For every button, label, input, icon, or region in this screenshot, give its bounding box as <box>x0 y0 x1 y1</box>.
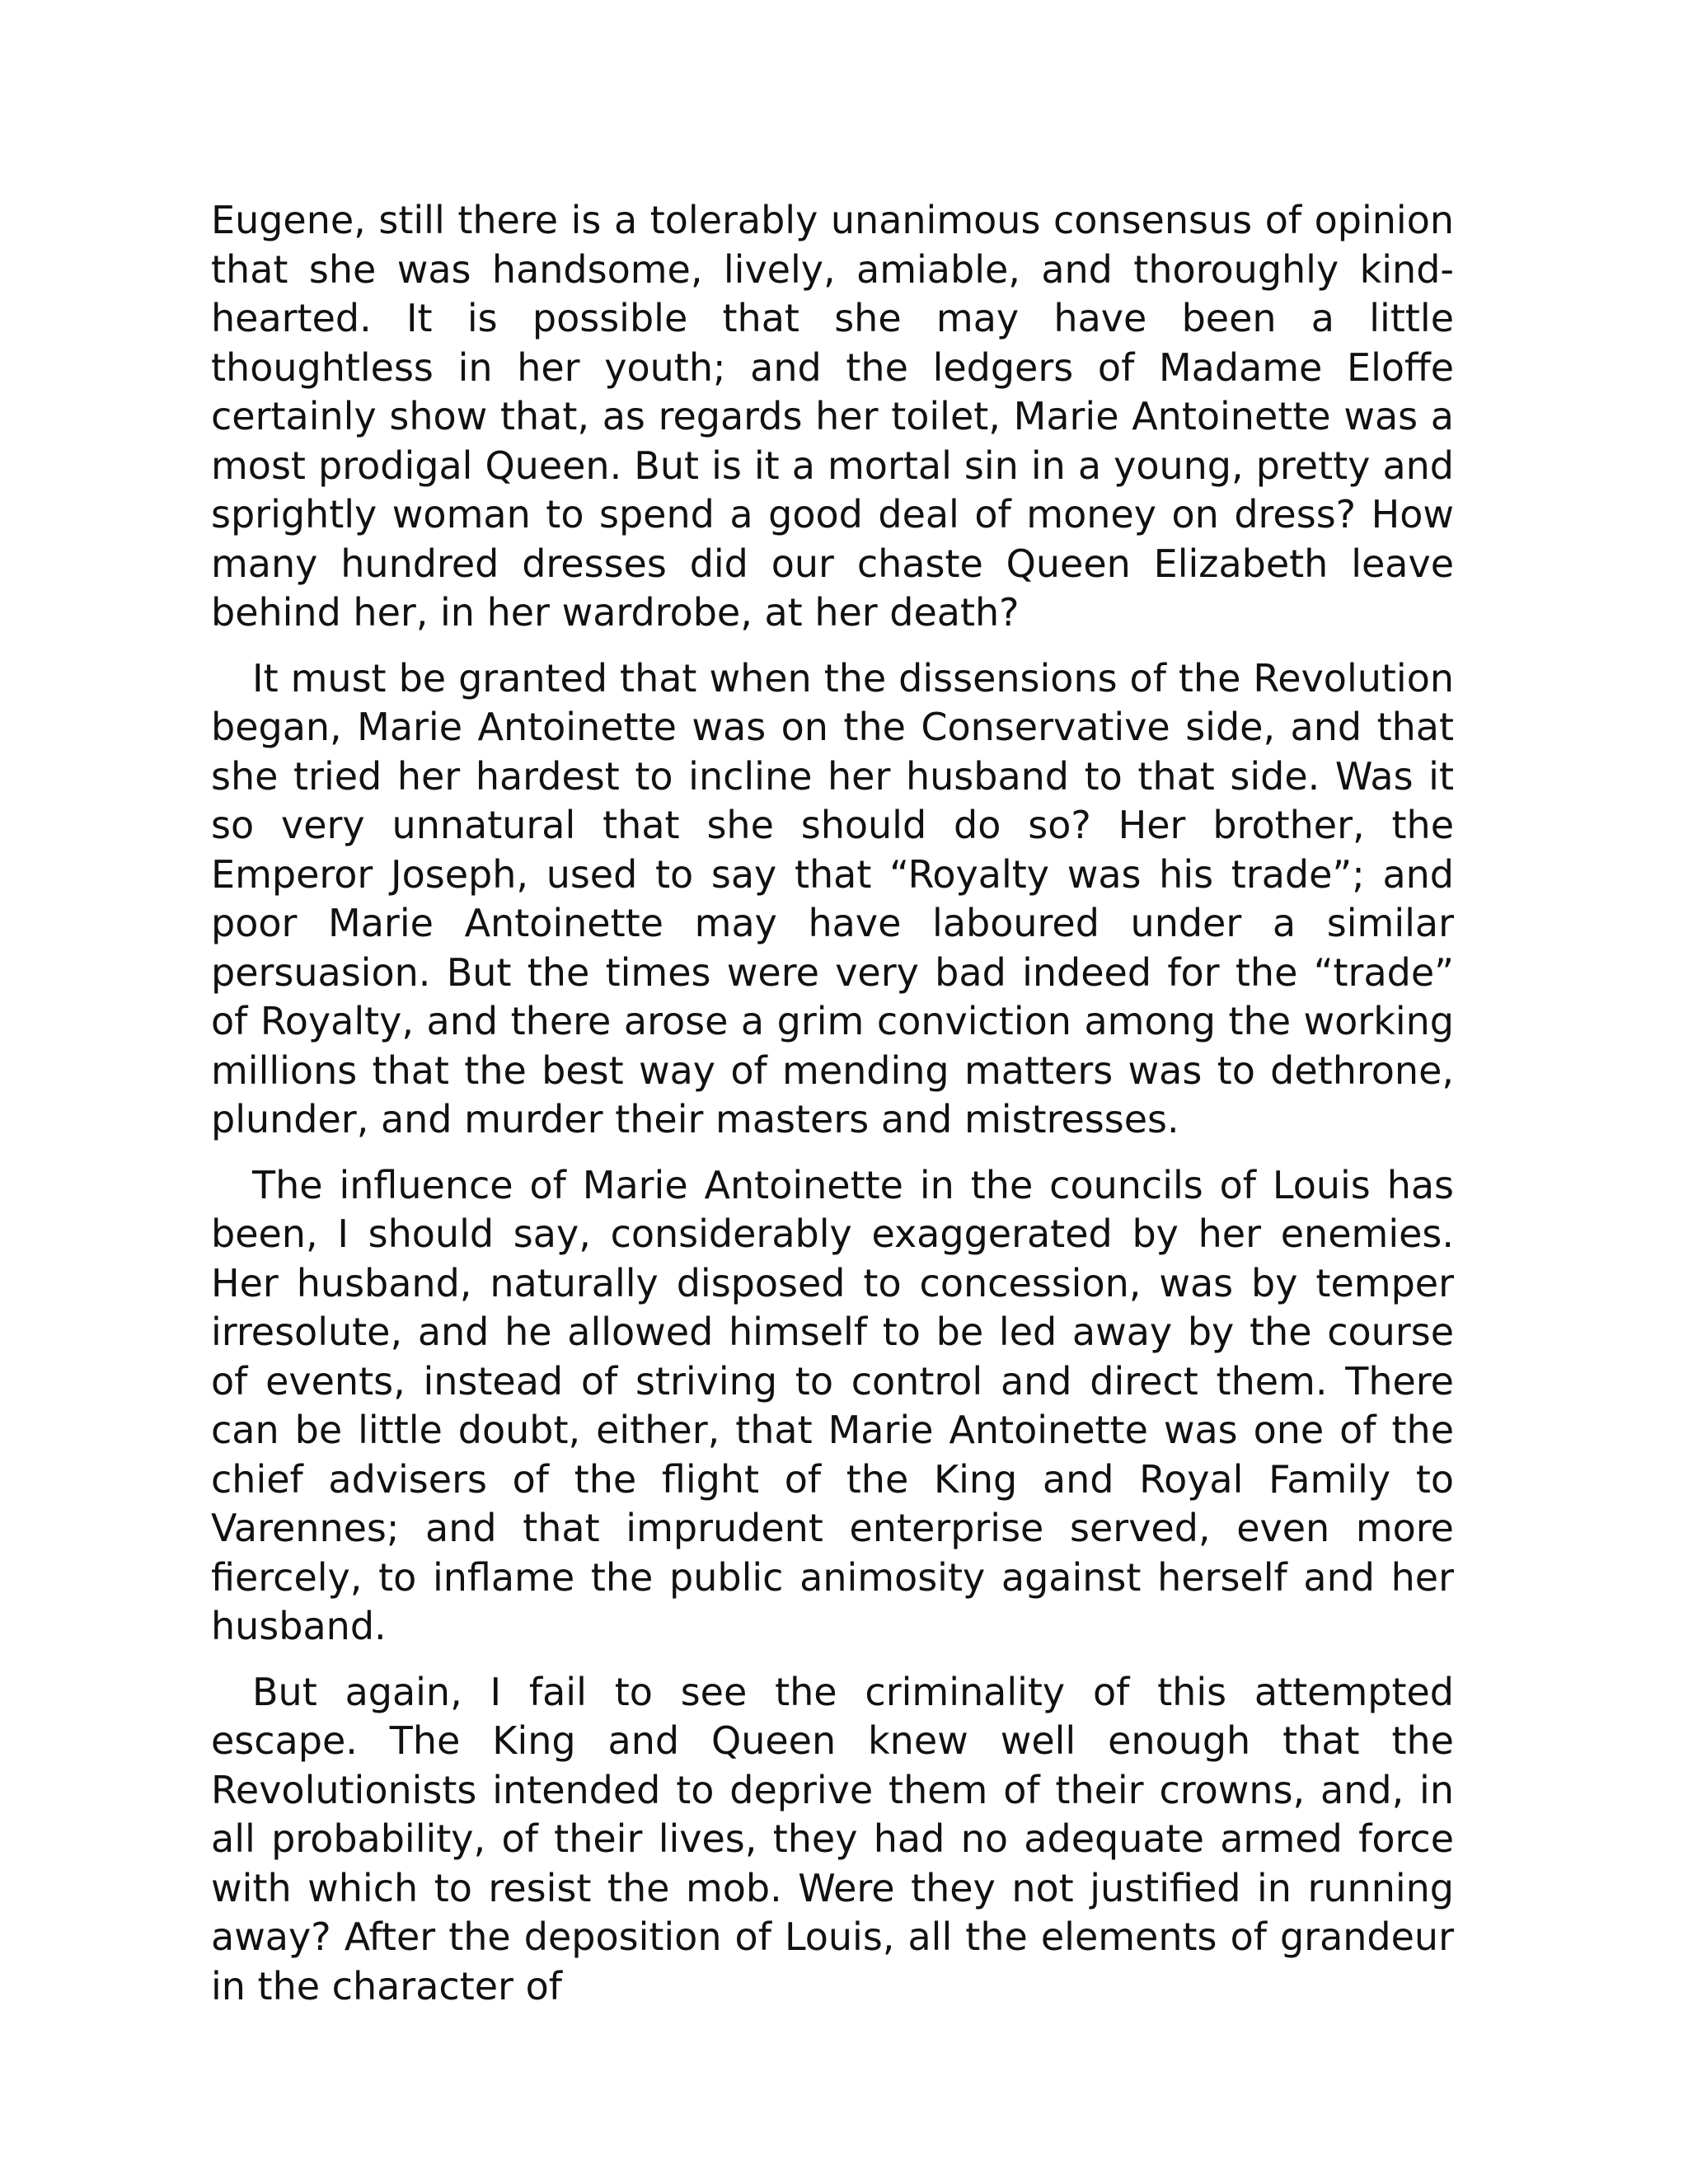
paragraph-1: Eugene, still there is a tolerably unanimous consensus of opinion that she was handsome, lively, amiable, and thoroughly kind-hearted. It is possible that she may have been a little thoughtless in her youth; and the ledgers of Madame Eloffe certainly show that, as regards her toilet, Marie Antoinette was a most prodigal Queen. But is it a mortal sin in a young, pretty and sprightly woman to spend a good deal of money on dress? How many hundred dresses did our chaste Queen Elizabeth leave behind her, in her wardrobe, at her death? <box>211 198 1454 635</box>
page-body <box>211 196 1454 2027</box>
paragraph-3: The influence of Marie Antoinette in the councils of Louis has been, I should say, considerably exaggerated by her enemies. Her husband, naturally disposed to concession, was by temper irresolute, and he allowed himself to be led away by the course of events, instead of striving to control and direct them. There can be little doubt, either, that Marie Antoinette was one of the chief advisers of the flight of the King and Royal Family to Varennes; and that imprudent enterprise served, even more fiercely, to inflame the public animosity against herself and her husband. <box>211 1162 1454 1648</box>
paragraph-4: But again, I fail to see the criminality of this attempted escape. The King and Queen knew well enough that the Revolutionists intended to deprive them of their crowns, and, in all probability, of their lives, they had no adequate armed force with which to resist the mob. Were they not justified in running away? After the deposition of Louis, all the elements of grandeur in the character of <box>211 1669 1454 2008</box>
paragraph-2: It must be granted that when the dissensions of the Revolution began, Marie Antoinette was on the Conservative side, and that she tried her hardest to incline her husband to that side. Was it so very unnatural that she should do so? Her brother, the Emperor Joseph, used to say that “Royalty was his trade”; and poor Marie Antoinette may have laboured under a similar persuasion. But the times were very bad indeed for the “trade” of Royalty, and there arose a grim conviction among the working millions that the best way of mending matters was to dethrone, plunder, and murder their masters and mistresses. <box>211 655 1454 1141</box>
